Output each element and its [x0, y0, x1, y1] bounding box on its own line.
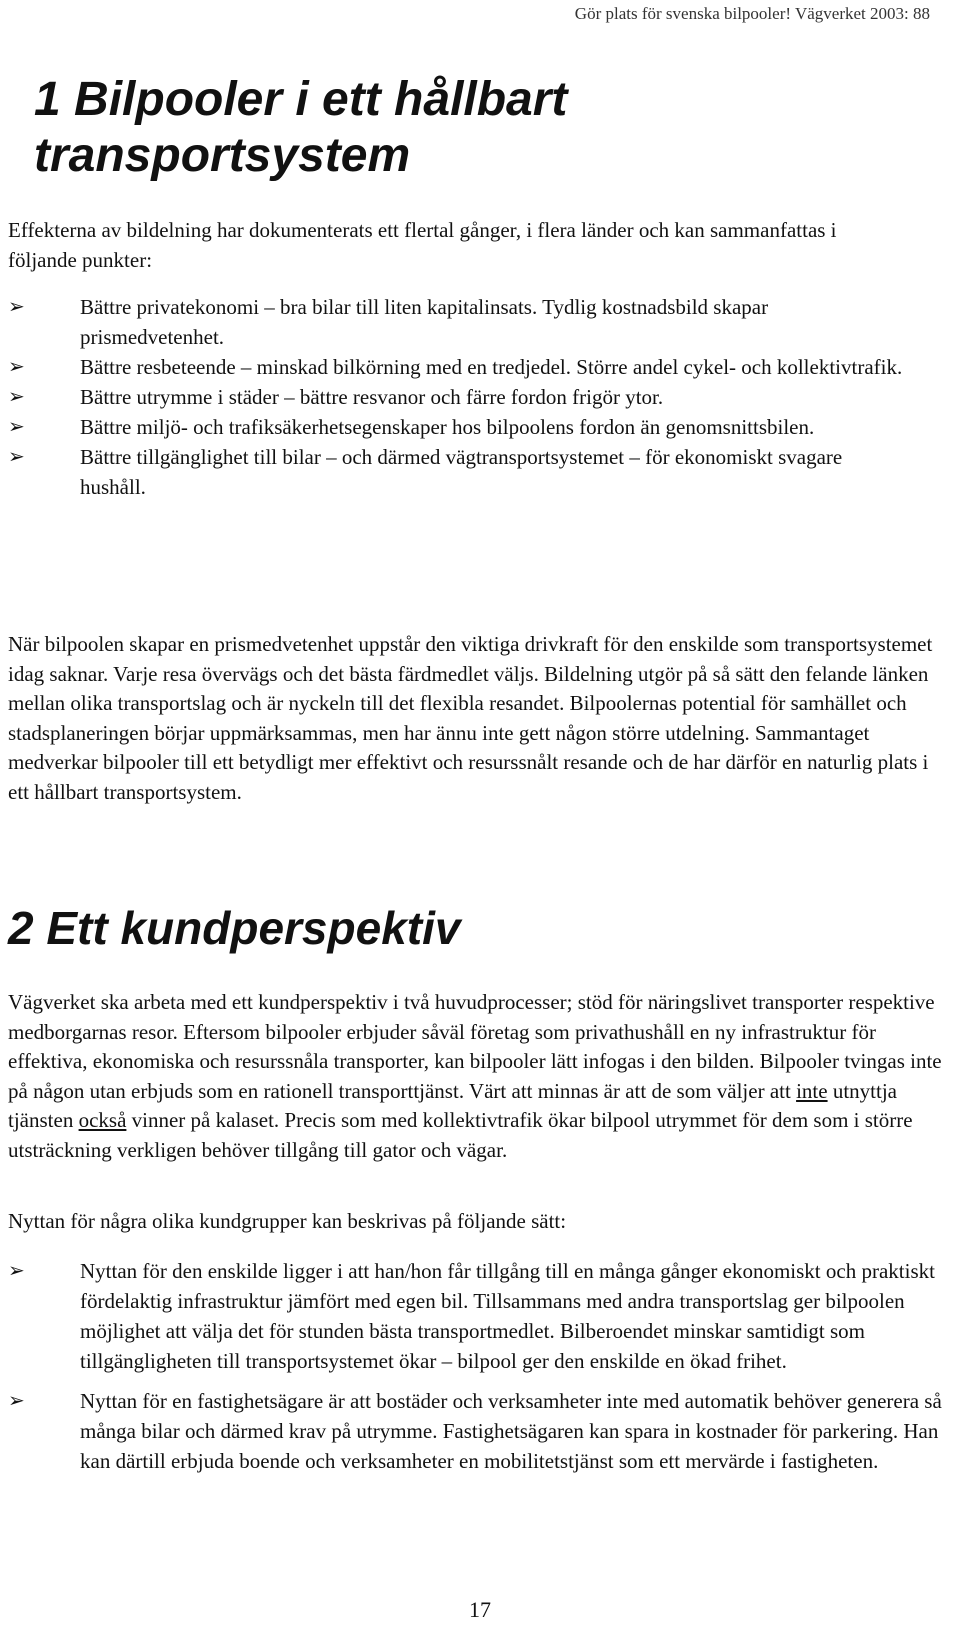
section-2-paragraph	[8, 988, 953, 1165]
bullet-text: Nyttan för en fastighetsägare är att bostäder och verksamheter inte med automatik behöver generera så många bilar och därmed krav på utrymme. Fastighetsägaren kan spara in kostnader för parkering. Han kan därtill erbjuda boende och verksamheter en mobilitetstjänst som ett mervärde i fastigheten.	[80, 1389, 942, 1473]
bullet-text: Bättre resbeteende – minskad bilkörning med en tredjedel. Större andel cykel- och kollektivtrafik.	[80, 355, 903, 379]
underlined-text: också	[78, 1108, 127, 1132]
section-1-heading: 1 Bilpooler i ett hållbart transportsystem	[34, 73, 568, 182]
underlined-text: inte	[796, 1078, 828, 1103]
arrow-bullet-icon: ➢	[8, 1390, 25, 1412]
bullet-text: Bättre tillgänglighet till bilar – och därmed vägtransportsystemet – för ekonomiskt svagare hushåll.	[80, 445, 843, 499]
section-2-bullet-list	[8, 1256, 948, 1486]
arrow-bullet-icon: ➢	[8, 386, 25, 408]
bullet-text: Nyttan för den enskilde ligger i att han/hon får tillgång till en många gånger ekonomiskt och praktiskt fördelaktig infrastruktur jämfört med egen bil. Tillsammans med andra transportslag ger bilpoolen möjlighet att välja det för stunden bästa transportmedlet. Bilberoendet minskar samtidigt som tillgängligheten till transportsystemet ökar – bilpool ger den enskilde en ökad frihet.	[80, 1259, 935, 1373]
arrow-bullet-icon: ➢	[8, 296, 25, 318]
list-item	[8, 412, 913, 442]
section-1-intro: Effekterna av bildelning har dokumenterats ett flertal gånger, i flera länder och kan sammanfattas i följande punkter:	[8, 218, 837, 272]
page-number: 17	[469, 1597, 491, 1622]
paragraph-text: Vägverket ska arbeta med ett kundperspektiv i två huvudprocesser; stöd för näringslivet transporter respektive medborgarnas resor. Eftersom bilpooler erbjuder såväl företag som privathushåll en ny infrastruktur för effektiva, ekonomiska och resurssnåla transporter, kan bilpooler lätt infogas i den bilden. Bilpooler tvingas inte på någon utan erbjuds som en rationell transporttjänst. Värt att minnas är att de som väljer att	[8, 990, 942, 1103]
paragraph-text: vinner på kalaset. Precis som med kollektivtrafik ökar bilpool utrymmet för dem som i större utsträckning verkligen behöver tillgång till gator och vägar.	[8, 1108, 913, 1162]
section-2-lead: Nyttan för några olika kundgrupper kan beskrivas på följande sätt:	[8, 1209, 567, 1233]
bullet-text: Bättre utrymme i städer – bättre resvanor och färre fordon frigör ytor.	[80, 385, 664, 409]
arrow-bullet-icon: ➢	[8, 446, 25, 468]
section-2-heading: 2 Ett kundperspektiv	[8, 902, 461, 954]
bullet-text: Bättre miljö- och trafiksäkerhetsegenskaper hos bilpoolens fordon än genomsnittsbilen.	[80, 415, 815, 439]
arrow-bullet-icon: ➢	[8, 356, 25, 378]
list-item	[8, 442, 913, 502]
paragraph-text: utnyttja tjänsten	[8, 1078, 897, 1132]
section-1-paragraph: När bilpoolen skapar en prismedvetenhet uppstår den viktiga drivkraft för den enskilde som transportsystemet idag saknar. Varje resa övervägs och det bästa färdmedlet väljs. Bildelning utgör på så sätt den felande länken mellan olika transportslag och är nyckeln till det flexibla resandet. Bilpoolernas potential för samhället och stadsplaneringen börjar uppmärksammas, men har ännu inte gett någon större utdelning. Sammantaget medverkar bilpooler till ett betydligt mer effektivt och resurssnålt resande och de har därför en naturlig plats i ett hållbart transportsystem.	[8, 632, 933, 804]
list-item	[8, 382, 913, 412]
running-header: Gör plats för svenska bilpooler! Vägverket 2003: 88	[574, 4, 930, 23]
list-item	[8, 1386, 948, 1476]
arrow-bullet-icon: ➢	[8, 1260, 25, 1282]
bullet-text: Bättre privatekonomi – bra bilar till liten kapitalinsats. Tydlig kostnadsbild skapar prismedvetenhet.	[80, 295, 769, 349]
list-item	[8, 352, 913, 382]
list-item	[8, 292, 913, 352]
section-1-bullet-list	[8, 292, 913, 502]
list-item	[8, 1256, 948, 1376]
arrow-bullet-icon: ➢	[8, 416, 25, 438]
